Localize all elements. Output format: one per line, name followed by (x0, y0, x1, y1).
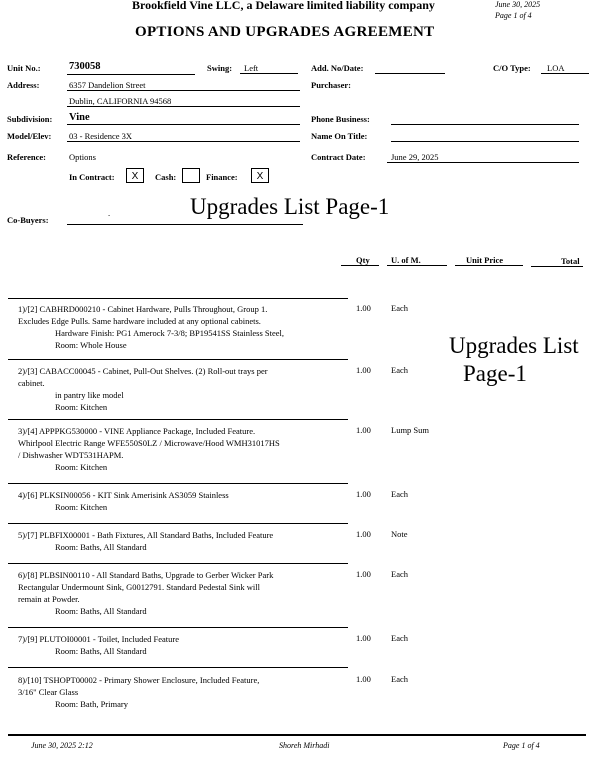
qty-header: Qty (356, 255, 370, 265)
item-description (18, 529, 348, 553)
item-qty: 1.00 (356, 633, 371, 643)
total-header: Total (561, 256, 580, 266)
unit-no-value: 730058 (69, 61, 101, 72)
reference-value: Options (69, 152, 96, 162)
side-overlay-line1: Upgrades List (449, 333, 579, 358)
name-on-title-label: Name On Title: (311, 131, 368, 141)
item-line: Rectangular Undermount Sink, G0012791. Standard Pedestal Sink will (18, 582, 260, 592)
item-qty: 1.00 (356, 489, 371, 499)
item-line: Whirlpool Electric Range WFE550S0LZ / Microwave/Hood WMH31017HS (18, 438, 280, 448)
purchaser-label: Purchaser: (311, 80, 351, 90)
item-uom: Each (391, 569, 408, 579)
item-description (18, 365, 348, 413)
item-line: 7)/[9] PLUTOI00001 - Toilet, Included Feature (18, 634, 180, 644)
item-line: 5)/[7] PLBFIX00001 - Bath Fixtures, All Standard Baths, Included Feature (18, 530, 274, 540)
co-type-label: C/O Type: (493, 63, 531, 73)
item-line: 4)/[6] PLKSIN00056 - KIT Sink Amerisink AS3059 Stainless (18, 490, 229, 500)
footer-page: Page 1 of 4 (503, 741, 540, 750)
item-line: / Dishwasher WDT531HAPM. (18, 450, 124, 460)
item-qty: 1.00 (356, 674, 371, 684)
item-line: 1)/[2] CABHRD000210 - Cabinet Hardware, Pulls Throughout, Group 1. (18, 304, 268, 314)
model-elev-label: Model/Elev: (7, 131, 52, 141)
item-description (18, 303, 348, 351)
in-contract-checkbox[interactable]: X (126, 168, 144, 183)
item-description (18, 425, 348, 473)
reference-label: Reference: (7, 152, 47, 162)
address-label: Address: (7, 80, 40, 90)
side-overlay-line2: Page-1 (463, 361, 527, 386)
address-line2: Dublin, CALIFORNIA 94568 (69, 96, 172, 106)
item-uom: Each (391, 489, 408, 499)
item-uom: Each (391, 365, 408, 375)
item-line: remain at Powder. (18, 594, 80, 604)
item-qty: 1.00 (356, 529, 371, 539)
model-elev-value: 03 - Residence 3X (69, 131, 133, 141)
co-type-value: LOA (547, 63, 565, 73)
item-detail-line: Hardware Finish: PG1 Amerock 7-3/8; BP19541SS Stainless Steel, (55, 328, 285, 338)
item-line: 2)/[3] CABACC00045 - Cabinet, Pull-Out Shelves. (2) Roll-out trays per (18, 366, 268, 376)
item-detail-line: Room: Baths, All Standard (55, 606, 147, 616)
item-line: 3)/[4] APPPKG530000 - VINE Appliance Package, Included Feature. (18, 426, 256, 436)
cash-checkbox[interactable] (182, 168, 200, 183)
swing-label: Swing: (207, 63, 233, 73)
in-contract-label: In Contract: (69, 172, 115, 182)
contract-date-value: June 29, 2025 (391, 152, 439, 162)
cash-label: Cash: (155, 172, 177, 182)
uom-header: U. of M. (391, 255, 421, 265)
item-line: 8)/[10] TSHOPT00002 - Primary Shower Enclosure, Included Feature, (18, 675, 260, 685)
item-uom: Each (391, 674, 408, 684)
finance-checkbox[interactable]: X (251, 168, 269, 183)
item-detail-line: Room: Kitchen (55, 462, 108, 472)
subdivision-label: Subdivision: (7, 114, 53, 124)
footer-user: Shoreh Mirhadi (279, 741, 330, 750)
item-uom: Note (391, 529, 408, 539)
finance-label: Finance: (206, 172, 238, 182)
item-detail-line: Room: Baths, All Standard (55, 542, 147, 552)
phone-business-label: Phone Business: (311, 114, 370, 124)
subdivision-value: Vine (69, 112, 90, 123)
item-detail-line: Room: Baths, All Standard (55, 646, 147, 656)
unit-no-label: Unit No.: (7, 63, 41, 73)
item-qty: 1.00 (356, 569, 371, 579)
item-detail-line: Room: Whole House (55, 340, 127, 350)
item-description (18, 489, 348, 513)
overlay-title: Upgrades List Page-1 (190, 194, 390, 219)
item-line: 6)/[8] PLBSIN00110 - All Standard Baths, Upgrade to Gerber Wicker Park (18, 570, 274, 580)
item-qty: 1.00 (356, 365, 371, 375)
item-line: Excludes Edge Pulls. Same hardware included at any optional cabinets. (18, 316, 261, 326)
item-description (18, 674, 348, 710)
item-detail-line: Room: Bath, Primary (55, 699, 128, 709)
item-uom: Lump Sum (391, 425, 430, 435)
item-line: cabinet. (18, 378, 45, 388)
document-title: OPTIONS AND UPGRADES AGREEMENT (135, 24, 435, 40)
item-uom: Each (391, 303, 408, 313)
item-detail-line: Room: Kitchen (55, 402, 108, 412)
contract-date-label: Contract Date: (311, 152, 366, 162)
item-qty: 1.00 (356, 303, 371, 313)
swing-value: Left (244, 63, 259, 73)
add-no-date-label: Add. No/Date: (311, 63, 364, 73)
footer-date: June 30, 2025 2:12 (31, 741, 93, 750)
header-page: Page 1 of 4 (495, 11, 532, 20)
unit-price-header: Unit Price (466, 255, 504, 265)
item-detail-line: in pantry like model (55, 390, 124, 400)
co-buyers-label: Co-Buyers: (7, 215, 49, 225)
item-detail-line: Room: Kitchen (55, 502, 108, 512)
item-uom: Each (391, 633, 408, 643)
item-line: 3/16" Clear Glass (18, 687, 79, 697)
header-date: June 30, 2025 (495, 0, 541, 9)
item-description (18, 569, 348, 617)
co-buyers-mark: . (108, 208, 111, 218)
item-description (18, 633, 348, 657)
address-line1: 6357 Dandelion Street (69, 80, 146, 90)
company-name: Brookfield Vine LLC, a Delaware limited liability company (132, 0, 435, 12)
item-qty: 1.00 (356, 425, 371, 435)
